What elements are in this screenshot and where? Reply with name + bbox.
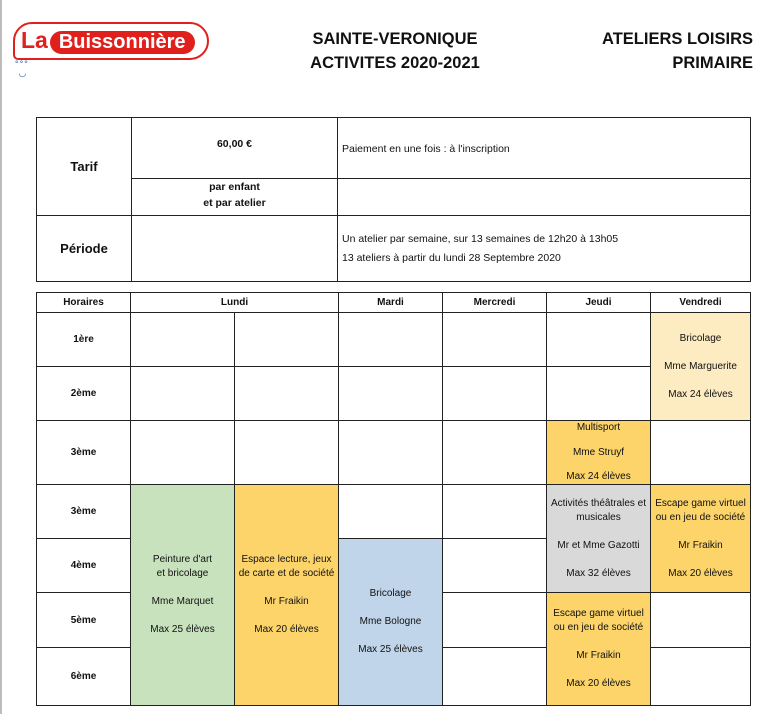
page-edge	[0, 0, 2, 714]
activity-vendredi-1	[650, 312, 751, 421]
row-label: 5ème	[37, 593, 131, 648]
activity-title-line2: de carte et de société	[238, 568, 335, 579]
activity-title: Peinture d'art	[152, 554, 213, 565]
schedule-table	[36, 292, 751, 706]
empty-slot	[443, 485, 547, 539]
row-label: 1ère	[37, 313, 131, 367]
activity-teacher: Mr Fraikin	[678, 539, 723, 551]
activity-title: Multisport	[576, 422, 621, 433]
activity-title: Escape game virtuel	[553, 608, 644, 619]
activity-jeudi-2	[546, 484, 651, 593]
empty-slot	[131, 421, 235, 485]
periode-line1: Un atelier par semaine, sur 13 semaines de 12h20 à 13h05	[342, 233, 619, 245]
program-name: ATELIERS LOISIRS	[602, 30, 753, 48]
empty-slot	[443, 539, 547, 593]
empty-slot	[131, 313, 235, 367]
activity-lundi-a	[130, 484, 235, 706]
activity-teacher: Mme Marquet	[151, 596, 214, 607]
periode-line2: 13 ateliers à partir du lundi 28 Septembre 2020	[342, 252, 561, 264]
activity-teacher: Mr et Mme Gazotti	[557, 539, 640, 551]
empty-slot	[443, 593, 547, 648]
school-name: SAINTE-VERONIQUE	[312, 30, 478, 48]
column-header-lundi: Lundi	[131, 293, 339, 313]
empty-slot	[651, 421, 751, 485]
empty-slot	[443, 313, 547, 367]
empty-slot	[651, 593, 751, 648]
activity-title: Activités théâtrales et	[550, 497, 647, 509]
tarif-per-workshop: et par atelier	[203, 197, 266, 209]
activity-vendredi-2	[650, 484, 751, 593]
tarif-per	[132, 179, 337, 211]
activity-capacity: Max 24 élèves	[566, 471, 631, 482]
periode-label: Période	[60, 241, 108, 256]
logo-face-icon: °°° ◡	[15, 59, 29, 78]
activity-title: Escape game virtuel	[655, 497, 746, 509]
tarif-per-child: par enfant	[209, 181, 260, 193]
activity-title: Espace lecture, jeux	[241, 554, 332, 565]
empty-slot	[235, 367, 339, 421]
activity-capacity: Max 20 élèves	[668, 567, 733, 579]
tarif-payment: Paiement en une fois : à l'inscription	[342, 143, 510, 155]
activity-mardi	[338, 538, 443, 706]
school-title	[250, 27, 540, 75]
activity-teacher: Mme Struyf	[572, 446, 625, 458]
tarif-label: Tarif	[70, 159, 98, 174]
activity-title-line2: ou en jeu de société	[655, 511, 746, 523]
empty-slot	[547, 313, 651, 367]
school-year: ACTIVITES 2020-2021	[310, 54, 480, 72]
activity-teacher: Mr Fraikin	[264, 596, 309, 607]
program-title	[520, 27, 753, 75]
activity-capacity: Max 24 élèves	[668, 388, 733, 400]
empty-slot	[443, 367, 547, 421]
empty-slot	[339, 485, 443, 539]
activity-title-line2: ou en jeu de société	[553, 622, 644, 633]
row-label: 3ème	[37, 421, 131, 485]
row-label: 3ème	[37, 485, 131, 539]
empty-slot	[235, 421, 339, 485]
empty-slot	[443, 421, 547, 485]
row-label: 6ème	[37, 648, 131, 706]
empty-slot	[339, 313, 443, 367]
column-header-mercredi: Mercredi	[443, 293, 547, 313]
activity-capacity: Max 20 élèves	[566, 678, 631, 689]
empty-slot	[339, 367, 443, 421]
info-table	[36, 117, 751, 282]
empty-slot	[131, 367, 235, 421]
activity-lundi-b	[234, 484, 339, 706]
logo	[13, 22, 209, 78]
activity-title: Bricolage	[679, 332, 722, 344]
activity-teacher: Mr Fraikin	[576, 650, 621, 661]
activity-title-line2: et bricolage	[156, 568, 209, 579]
logo-word: Buissonnière	[50, 31, 195, 54]
tarif-price: 60,00 €	[216, 138, 253, 150]
empty-slot	[235, 313, 339, 367]
activity-jeudi-1	[546, 420, 651, 485]
periode-info	[342, 230, 618, 268]
program-level: PRIMAIRE	[672, 54, 753, 72]
column-header-jeudi: Jeudi	[547, 293, 651, 313]
activity-jeudi-3	[546, 592, 651, 706]
column-header-horaires: Horaires	[37, 293, 131, 313]
activity-teacher: Mme Bologne	[359, 616, 422, 627]
activity-title-line2: musicales	[576, 511, 621, 523]
row-label: 4ème	[37, 539, 131, 593]
empty-slot	[443, 648, 547, 706]
row-label: 2ème	[37, 367, 131, 421]
empty-slot	[339, 421, 443, 485]
activity-title: Bricolage	[369, 588, 412, 599]
logo-bubble	[13, 22, 209, 60]
empty-slot	[651, 648, 751, 706]
activity-capacity: Max 20 élèves	[254, 624, 319, 635]
activity-capacity: Max 25 élèves	[358, 644, 423, 655]
activity-teacher: Mme Marguerite	[664, 360, 737, 372]
logo-prefix: La	[21, 27, 48, 53]
column-header-vendredi: Vendredi	[651, 293, 751, 313]
activity-capacity: Max 25 élèves	[150, 624, 215, 635]
column-header-mardi: Mardi	[339, 293, 443, 313]
activity-capacity: Max 32 élèves	[566, 567, 631, 579]
empty-slot	[547, 367, 651, 421]
